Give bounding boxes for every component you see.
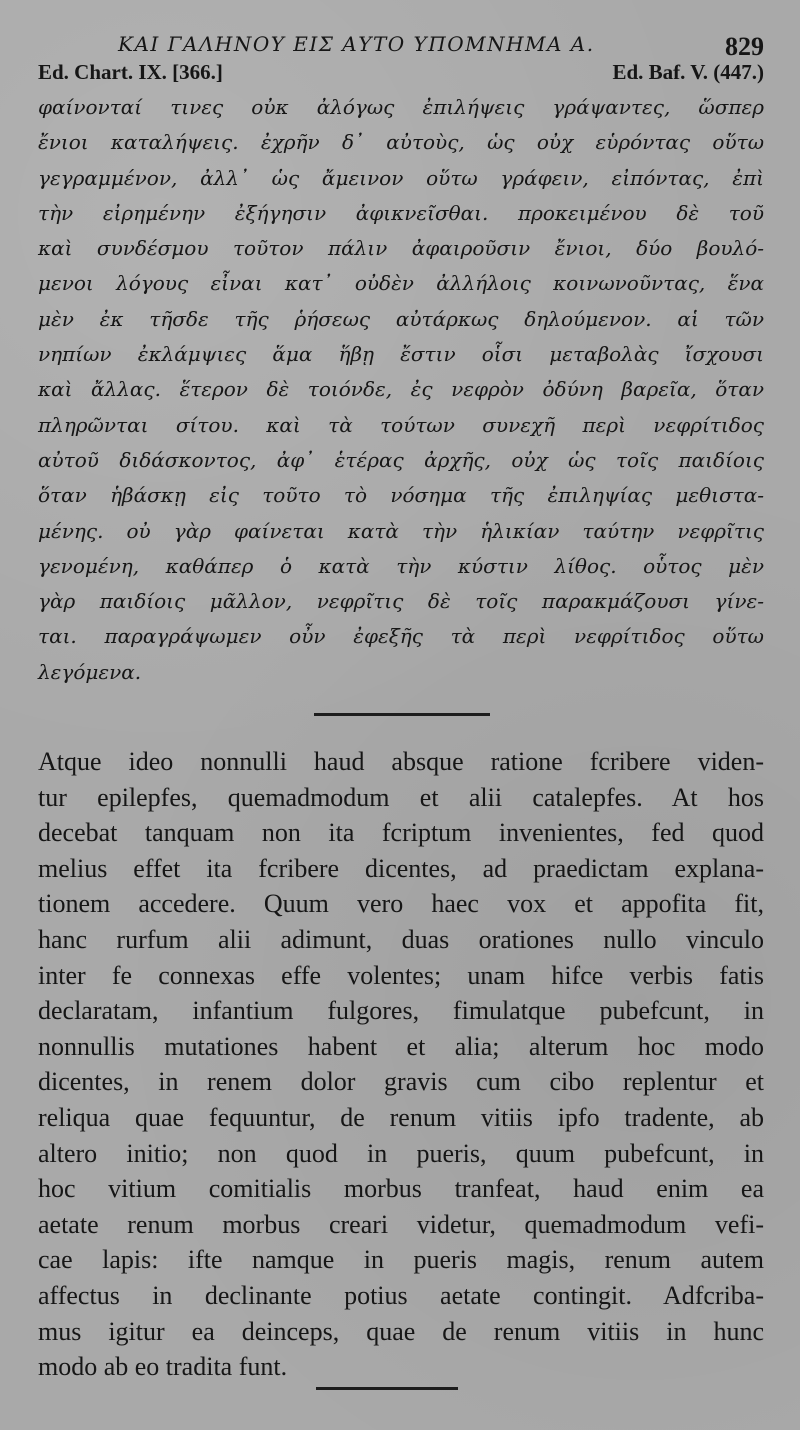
latin-line: tionem accedere. Quum vero haec vox et appofita fit, [38, 889, 764, 919]
greek-line: τὴν εἰρημένην ἐξήγησιν ἀφικνεῖσθαι. προκειμένου δὲ τοῦ [38, 200, 764, 225]
separator-rule [314, 713, 490, 716]
latin-line: nonnullis mutationes habent et alia; alterum hoc modo [38, 1031, 764, 1061]
greek-line: ὅταν ἡβάσκῃ εἰς τοῦτο τὸ νόσημα τῆς ἐπιληψίας μεθιστα- [38, 483, 764, 508]
latin-text-block [38, 744, 764, 1385]
latin-line: aetate renum morbus creari videtur, quemadmodum vefi- [38, 1209, 764, 1239]
greek-text-block [38, 90, 764, 690]
latin-line: tur epilepfes, quemadmodum et alii catalepfes. At hos [38, 782, 764, 812]
greek-line: γὰρ παιδίοις μᾶλλον, νεφρῖτις δὲ τοῖς παρακμάζουσι γίνε- [38, 589, 764, 614]
latin-line: reliqua quae fequuntur, de renum vitiis ipfo tradente, ab [38, 1102, 764, 1132]
greek-line: καὶ ἄλλας. ἕτερον δὲ τοιόνδε, ἐς νεφρὸν ὀδύνη βαρεῖα, ὅταν [38, 377, 764, 402]
greek-line: γενομένη, καθάπερ ὁ κατὰ τὴν κύστιν λίθος. οὗτος μὲν [38, 553, 764, 578]
latin-line: declaratam, infantium fulgores, fimulatque pubefcunt, in [38, 996, 764, 1026]
greek-line: ἔνιοι καταλήψεις. ἐχρῆν δ᾽ αὐτοὺς, ὡς οὐχ εὑρόντας οὕτω [38, 130, 764, 155]
latin-line: dicentes, in renem dolor gravis cum cibo replentur et [38, 1067, 764, 1097]
greek-line: πληρῶνται σίτου. καὶ τὰ τούτων συνεχῆ περὶ νεφρίτιδος [38, 412, 764, 437]
latin-line: melius effet ita fcribere dicentes, ad praedictam explana- [38, 853, 764, 883]
latin-line: modo ab eo tradita funt. [38, 1352, 288, 1382]
running-title: ΚΑΙ ΓΑΛΗΝΟΥ ΕΙΣ ΑΥΤΟ ΥΠΟΜΝΗΜΑ Α. [118, 32, 595, 56]
edition-chart-reference: Ed. Chart. IX. [366.] [38, 60, 223, 84]
latin-line: affectus in declinante potius aetate contingit. Adfcriba- [38, 1280, 764, 1310]
latin-line: hanc rurfum alii adimunt, duas orationes nullo vinculo [38, 925, 764, 955]
page-number: 829 [725, 32, 764, 61]
edition-basel-reference: Ed. Baf. V. (447.) [612, 60, 764, 84]
latin-line: decebat tanquam non ita fcriptum invenientes, fed quod [38, 818, 764, 848]
latin-line: inter fe connexas effe volentes; unam hifce verbis fatis [38, 960, 764, 990]
greek-line: λεγόμενα. [38, 659, 142, 684]
greek-line: αὐτοῦ διδάσκοντος, ἀφ᾽ ἑτέρας ἀρχῆς, οὐχ ὡς τοῖς παιδίοις [38, 447, 764, 472]
latin-line: hoc vitium comitialis morbus tranfeat, haud enim ea [38, 1174, 764, 1204]
section-separator [38, 690, 764, 740]
latin-line: cae lapis: ifte namque in pueris magis, renum autem [38, 1245, 764, 1275]
greek-line: γεγραμμένον, ἀλλ᾽ ὡς ἄμεινον οὕτω γράφειν, εἰπόντας, ἐπὶ [38, 165, 764, 190]
greek-line: μὲν ἐκ τῆσδε τῆς ῥήσεως αὐτάρκως δηλούμενον. αἱ τῶν [38, 306, 764, 331]
greek-line: φαίνονταί τινες οὐκ ἀλόγως ἐπιλήψεις γράψαντες, ὥσπερ [38, 95, 764, 119]
edition-line [38, 60, 764, 90]
greek-line: ται. παραγράψωμεν οὖν ἐφεξῆς τὰ περὶ νεφρίτιδος οὕτω [38, 624, 764, 649]
greek-line: νηπίων ἐκλάμψιες ἅμα ἥβῃ ἔστιν οἷσι μεταβολὰς ἴσχουσι [38, 342, 764, 367]
greek-line: μένης. οὐ γὰρ φαίνεται κατὰ τὴν ἡλικίαν ταύτην νεφρῖτις [38, 518, 764, 543]
greek-line: καὶ συνδέσμου τοῦτον πάλιν ἀφαιροῦσιν ἔνιοι, δύο βουλό- [38, 236, 764, 261]
latin-line: altero initio; non quod in pueris, quum pubefcunt, in [38, 1138, 764, 1168]
latin-line: mus igitur ea deinceps, quae de renum vitiis in hunc [38, 1316, 764, 1346]
latin-line: Atque ideo nonnulli haud absque ratione fcribere viden- [38, 747, 764, 777]
running-head [38, 22, 764, 60]
bottom-rule [316, 1387, 458, 1390]
greek-line: μενοι λόγους εἶναι κατ᾽ οὐδὲν ἀλλήλοις κοινωνοῦντας, ἕνα [38, 271, 764, 296]
